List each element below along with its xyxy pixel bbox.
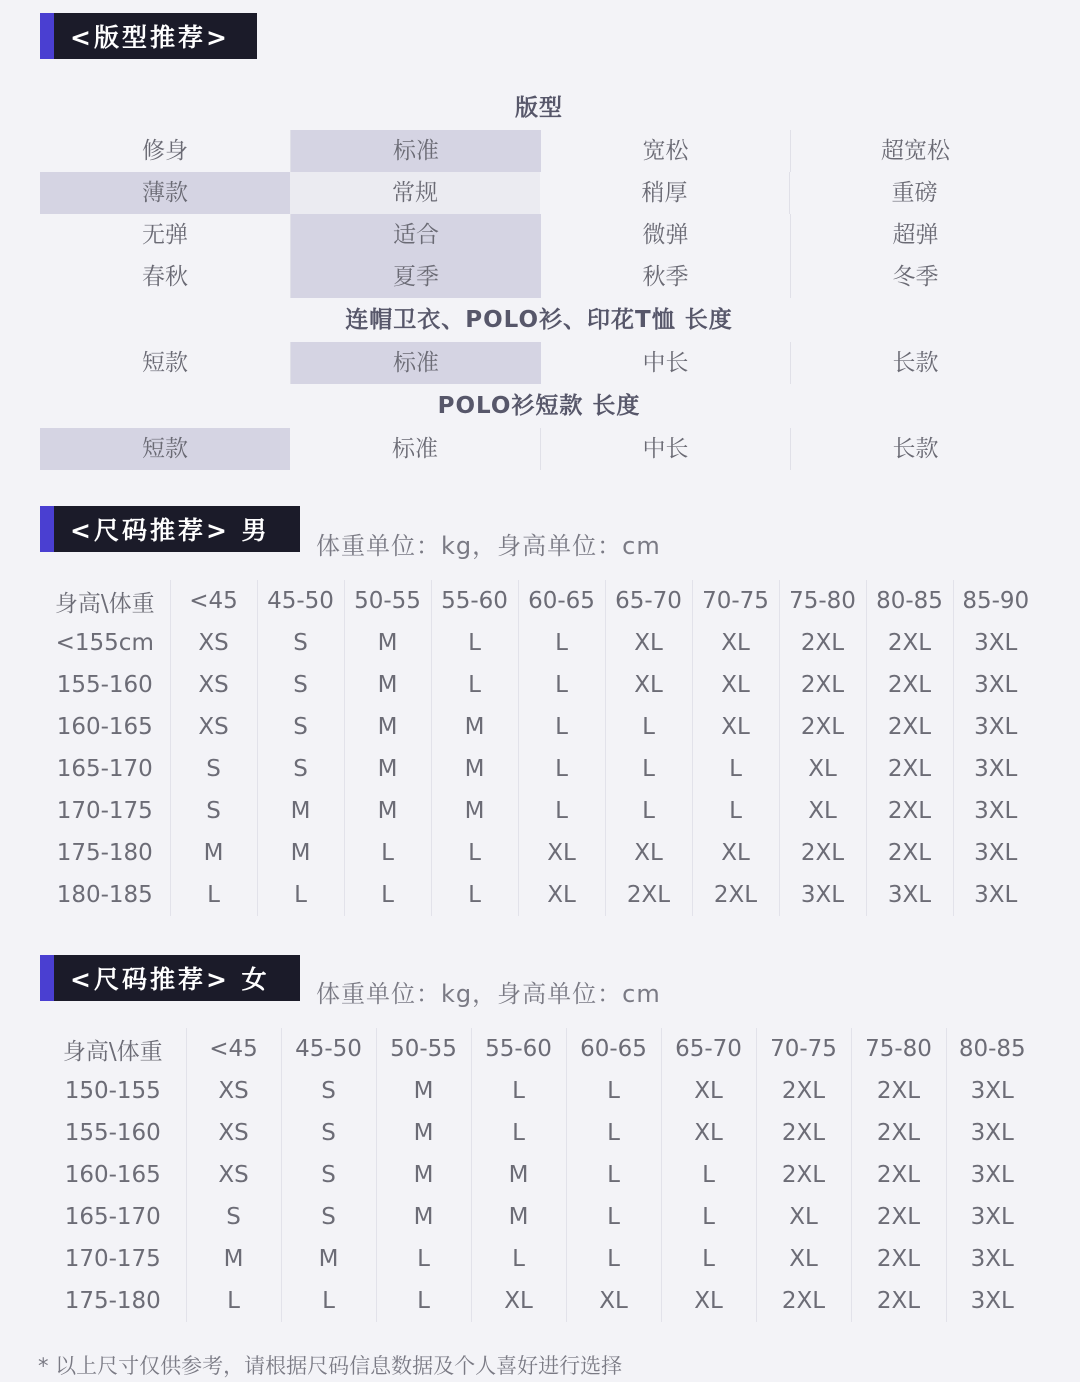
- table-row: [40, 1196, 1038, 1238]
- fit-row: [40, 130, 1038, 172]
- size-cell: 2XL: [605, 874, 692, 916]
- size-cell: 2XL: [779, 664, 866, 706]
- size-cell: 3XL: [953, 706, 1038, 748]
- size-cell: L: [170, 874, 257, 916]
- size-cell: S: [281, 1196, 376, 1238]
- height-cell: 175-180: [64, 1288, 161, 1314]
- size-cell: XL: [605, 664, 692, 706]
- size-cell: L: [692, 790, 779, 832]
- size-cell: L: [471, 1238, 566, 1280]
- women-size-section-header: [40, 955, 300, 1001]
- fit-cell: 冬季: [892, 264, 939, 290]
- size-cell: L: [431, 622, 518, 664]
- size-cell: S: [257, 706, 344, 748]
- size-cell: XS: [186, 1070, 281, 1112]
- size-cell: 2XL: [851, 1196, 946, 1238]
- fit-cell: 超宽松: [881, 138, 950, 164]
- height-cell: 155-160: [64, 1120, 161, 1146]
- polo-length-cell: 中长: [541, 428, 791, 470]
- fit-cell: 秋季: [541, 256, 791, 298]
- size-cell: 2XL: [866, 748, 953, 790]
- weight-header-cell: 70-75: [692, 580, 779, 622]
- size-cell: M: [431, 790, 518, 832]
- size-cell: 2XL: [851, 1154, 946, 1196]
- height-cell: 160-165: [64, 1162, 161, 1188]
- size-cell: L: [257, 874, 344, 916]
- fit-cell: 超弹: [892, 222, 939, 248]
- size-cell: 3XL: [946, 1112, 1038, 1154]
- fit-cell: 夏季: [291, 256, 541, 298]
- size-cell: XL: [605, 622, 692, 664]
- fit-table-title: 版型: [515, 95, 563, 121]
- size-cell: 2XL: [866, 664, 953, 706]
- size-cell: M: [376, 1112, 471, 1154]
- size-cell: XL: [779, 790, 866, 832]
- height-cell: 165-170: [64, 1204, 161, 1230]
- weight-header-cell: 50-55: [376, 1028, 471, 1070]
- length-cell: 长款: [892, 350, 939, 376]
- size-cell: M: [431, 706, 518, 748]
- fit-header-label: <版型推荐>: [70, 23, 230, 52]
- size-cell: 3XL: [946, 1238, 1038, 1280]
- size-cell: 2XL: [692, 874, 779, 916]
- height-cell: 180-185: [56, 882, 153, 908]
- size-cell: XS: [186, 1154, 281, 1196]
- size-cell: M: [344, 790, 431, 832]
- size-cell: 3XL: [953, 748, 1038, 790]
- table-row: [40, 1154, 1038, 1196]
- fit-section-header: [40, 13, 257, 59]
- men-unit-note: 体重单位：kg，身高单位：cm: [316, 532, 661, 560]
- size-cell: L: [471, 1070, 566, 1112]
- table-row: [40, 1238, 1038, 1280]
- weight-header-cell: 55-60: [431, 580, 518, 622]
- fit-cell: 修身: [40, 130, 291, 172]
- weight-header-cell: 75-80: [779, 580, 866, 622]
- size-cell: 3XL: [953, 874, 1038, 916]
- size-cell: S: [281, 1070, 376, 1112]
- size-cell: 2XL: [779, 706, 866, 748]
- weight-header-cell: 60-65: [566, 1028, 661, 1070]
- table-row: [40, 1070, 1038, 1112]
- polo-length-cell: 长款: [892, 436, 939, 462]
- size-cell: L: [281, 1280, 376, 1322]
- weight-header-cell: <45: [186, 1028, 281, 1070]
- size-cell: XL: [605, 832, 692, 874]
- table-header-row: [40, 580, 1038, 622]
- size-cell: XL: [756, 1238, 851, 1280]
- size-cell: L: [605, 706, 692, 748]
- fit-row: [40, 256, 1038, 298]
- height-cell: 150-155: [64, 1078, 161, 1104]
- size-cell: M: [257, 832, 344, 874]
- size-cell: 3XL: [946, 1154, 1038, 1196]
- corner-header-cell: 身高\体重: [54, 590, 155, 617]
- size-cell: 2XL: [851, 1238, 946, 1280]
- footer-note: * 以上尺寸仅供参考，请根据尺码信息数据及个人喜好进行选择: [38, 1354, 623, 1378]
- fit-table: [40, 86, 1038, 470]
- fit-cell: 标准: [291, 130, 541, 172]
- size-cell: S: [186, 1196, 281, 1238]
- polo-length-cell: 标准: [290, 428, 541, 470]
- size-cell: XL: [692, 832, 779, 874]
- size-cell: 2XL: [866, 790, 953, 832]
- size-cell: M: [431, 748, 518, 790]
- size-cell: 3XL: [953, 664, 1038, 706]
- size-cell: XL: [661, 1112, 756, 1154]
- size-cell: 2XL: [866, 832, 953, 874]
- size-cell: 3XL: [866, 874, 953, 916]
- height-cell: 160-165: [56, 714, 153, 740]
- table-row: [40, 874, 1038, 916]
- table-header-row: [40, 1028, 1038, 1070]
- size-cell: M: [344, 706, 431, 748]
- size-cell: M: [186, 1238, 281, 1280]
- size-cell: M: [376, 1154, 471, 1196]
- size-cell: S: [257, 622, 344, 664]
- height-cell: 170-175: [56, 798, 153, 824]
- weight-header-cell: 60-65: [518, 580, 605, 622]
- size-cell: XL: [566, 1280, 661, 1322]
- table-row: [40, 622, 1038, 664]
- size-cell: L: [376, 1238, 471, 1280]
- size-cell: XL: [692, 664, 779, 706]
- size-cell: L: [661, 1238, 756, 1280]
- size-cell: L: [518, 748, 605, 790]
- size-cell: 2XL: [756, 1154, 851, 1196]
- size-cell: M: [344, 748, 431, 790]
- fit-row: [40, 172, 1038, 214]
- size-cell: L: [566, 1238, 661, 1280]
- table-row: [40, 664, 1038, 706]
- size-cell: M: [344, 622, 431, 664]
- weight-header-cell: 65-70: [605, 580, 692, 622]
- size-cell: XL: [692, 622, 779, 664]
- size-cell: XL: [661, 1280, 756, 1322]
- table-row: [40, 1112, 1038, 1154]
- fit-cell: 春秋: [40, 256, 291, 298]
- size-cell: XL: [471, 1280, 566, 1322]
- size-cell: XL: [518, 874, 605, 916]
- size-cell: S: [170, 748, 257, 790]
- size-cell: XS: [170, 706, 257, 748]
- size-cell: L: [431, 874, 518, 916]
- size-cell: 3XL: [779, 874, 866, 916]
- men-size-section-header: [40, 506, 300, 552]
- size-cell: XS: [186, 1112, 281, 1154]
- table-row: [40, 832, 1038, 874]
- fit-cell: 重磅: [891, 180, 938, 206]
- weight-header-cell: 75-80: [851, 1028, 946, 1070]
- size-cell: L: [518, 664, 605, 706]
- size-cell: 2XL: [779, 832, 866, 874]
- table-row: [40, 706, 1038, 748]
- size-cell: 2XL: [756, 1112, 851, 1154]
- weight-header-cell: <45: [170, 580, 257, 622]
- size-cell: L: [376, 1280, 471, 1322]
- weight-header-cell: 65-70: [661, 1028, 756, 1070]
- women-unit-note: 体重单位：kg，身高单位：cm: [316, 980, 661, 1008]
- size-cell: S: [257, 664, 344, 706]
- size-cell: L: [518, 706, 605, 748]
- table-row: [40, 748, 1038, 790]
- size-cell: 2XL: [866, 622, 953, 664]
- size-cell: L: [566, 1196, 661, 1238]
- size-cell: L: [518, 622, 605, 664]
- corner-header-cell: 身高\体重: [62, 1038, 163, 1065]
- height-cell: 155-160: [56, 672, 153, 698]
- size-cell: L: [692, 748, 779, 790]
- size-cell: L: [566, 1112, 661, 1154]
- weight-header-cell: 50-55: [344, 580, 431, 622]
- size-cell: L: [605, 790, 692, 832]
- size-cell: L: [431, 664, 518, 706]
- weight-header-cell: 80-85: [946, 1028, 1038, 1070]
- size-cell: M: [376, 1070, 471, 1112]
- size-cell: M: [376, 1196, 471, 1238]
- size-cell: L: [566, 1154, 661, 1196]
- table-row: [40, 790, 1038, 832]
- size-cell: M: [471, 1154, 566, 1196]
- size-cell: XS: [170, 664, 257, 706]
- size-cell: L: [566, 1070, 661, 1112]
- size-cell: XL: [779, 748, 866, 790]
- men-size-table: [40, 580, 1038, 916]
- size-cell: 2XL: [779, 622, 866, 664]
- size-cell: XL: [756, 1196, 851, 1238]
- fit-cell: 稍厚: [540, 172, 790, 214]
- weight-header-cell: 85-90: [953, 580, 1038, 622]
- men-header-label: <尺码推荐> 男: [70, 516, 270, 545]
- size-cell: 2XL: [756, 1280, 851, 1322]
- fit-cell: 微弹: [541, 214, 791, 256]
- size-cell: M: [170, 832, 257, 874]
- women-size-table: [40, 1028, 1038, 1322]
- size-cell: L: [518, 790, 605, 832]
- size-cell: S: [281, 1154, 376, 1196]
- length-title: 连帽卫衣、POLO衫、印花T恤 长度: [345, 307, 733, 333]
- polo-length-title: POLO衫短款 长度: [437, 393, 641, 419]
- size-cell: 3XL: [953, 622, 1038, 664]
- length-cell: 中长: [541, 342, 791, 384]
- table-row: [40, 1280, 1038, 1322]
- fit-cell: 常规: [290, 172, 540, 214]
- size-cell: M: [281, 1238, 376, 1280]
- size-cell: XL: [661, 1070, 756, 1112]
- size-cell: 3XL: [953, 790, 1038, 832]
- size-cell: 2XL: [756, 1070, 851, 1112]
- size-cell: 2XL: [851, 1112, 946, 1154]
- size-cell: L: [431, 832, 518, 874]
- height-cell: <155cm: [55, 630, 154, 656]
- size-cell: XL: [518, 832, 605, 874]
- weight-header-cell: 55-60: [471, 1028, 566, 1070]
- length-cell: 短款: [40, 342, 291, 384]
- size-cell: S: [281, 1112, 376, 1154]
- size-cell: L: [471, 1112, 566, 1154]
- size-cell: M: [257, 790, 344, 832]
- size-cell: L: [186, 1280, 281, 1322]
- height-cell: 170-175: [64, 1246, 161, 1272]
- weight-header-cell: 80-85: [866, 580, 953, 622]
- polo-length-cell: 短款: [40, 428, 290, 470]
- size-cell: 3XL: [946, 1196, 1038, 1238]
- weight-header-cell: 70-75: [756, 1028, 851, 1070]
- weight-header-cell: 45-50: [257, 580, 344, 622]
- height-cell: 175-180: [56, 840, 153, 866]
- size-cell: 2XL: [851, 1070, 946, 1112]
- size-cell: XS: [170, 622, 257, 664]
- size-cell: L: [344, 832, 431, 874]
- size-cell: 2XL: [866, 706, 953, 748]
- fit-cell: 宽松: [541, 130, 791, 172]
- size-cell: 3XL: [946, 1070, 1038, 1112]
- fit-cell: 薄款: [40, 172, 290, 214]
- polo-length-row: [40, 428, 1038, 470]
- size-cell: S: [170, 790, 257, 832]
- size-cell: 3XL: [946, 1280, 1038, 1322]
- length-row: [40, 342, 1038, 384]
- size-cell: L: [661, 1154, 756, 1196]
- size-cell: L: [661, 1196, 756, 1238]
- size-cell: M: [344, 664, 431, 706]
- header-accent-bar: [40, 506, 54, 552]
- height-cell: 165-170: [56, 756, 153, 782]
- size-cell: 3XL: [953, 832, 1038, 874]
- size-cell: XL: [692, 706, 779, 748]
- size-cell: S: [257, 748, 344, 790]
- size-cell: L: [344, 874, 431, 916]
- size-cell: 2XL: [851, 1280, 946, 1322]
- size-cell: L: [605, 748, 692, 790]
- women-header-label: <尺码推荐> 女: [70, 965, 270, 994]
- header-accent-bar: [40, 955, 54, 1001]
- header-accent-bar: [40, 13, 54, 59]
- fit-row: [40, 214, 1038, 256]
- length-cell: 标准: [291, 342, 541, 384]
- fit-cell: 适合: [291, 214, 541, 256]
- fit-cell: 无弹: [40, 214, 291, 256]
- weight-header-cell: 45-50: [281, 1028, 376, 1070]
- size-cell: M: [471, 1196, 566, 1238]
